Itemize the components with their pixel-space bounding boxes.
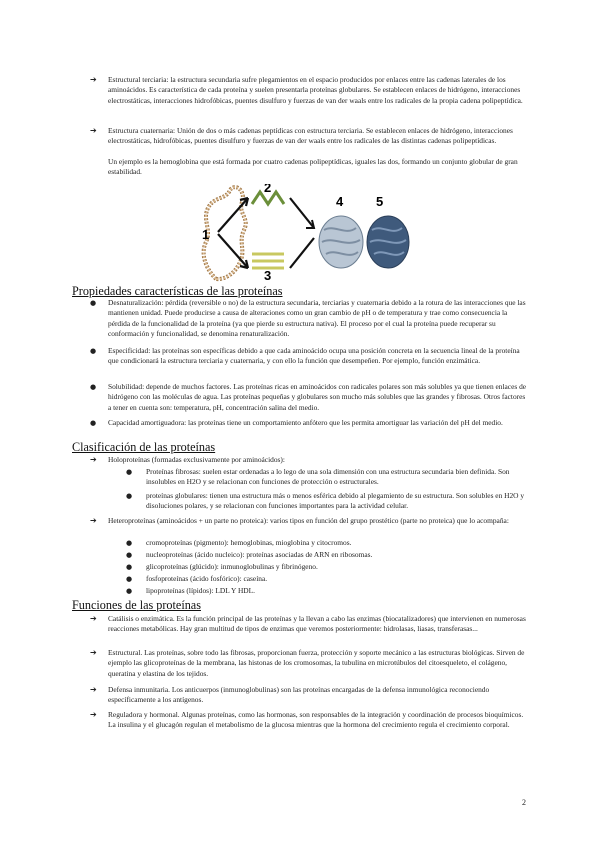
bullet-dot: ● (90, 419, 97, 427)
figure-label-3: 3 (264, 268, 272, 283)
funcion-estructural: Estructural. Las proteínas, sobre todo las fibrosas, proporcionan fuerza, protección y soporte mecánico a las estructuras biológicas. Sirven de ejemplo las glicoproteínas de la membrana, las histonas de los cromosomas, la tubulina en microtúbulos del citoesqueleto, el colágeno, queratina y elastina de los tejidos. (108, 648, 525, 678)
propiedad-solubilidad: Solubilidad: depende de muchos factores. Las proteínas ricas en aminoácidos con radicales polares son más solubles ya que tienen enlaces de hidrógeno con las moléculas de agua. Las proteínas pequeñas y globulares son mucho más solubles que las grandes y fibrosas. Otros factores a tener en cuenta son: temperatura, pH, concentración salina del medio. (108, 382, 527, 412)
figure-label-4: 4 (336, 194, 344, 209)
funcion-catalisis: Catálisis o enzimática. Es la función principal de las proteínas y la llevan a cabo las enzimas (biocatalizadores) que intervienen en numerosas reacciones metabólicas. Hay gran multitud de tipos de enzimas que veremos posteriormente: hidrolasas, liasas, transferasas... (108, 614, 526, 634)
arrow-bullet-icon: ➔ (90, 710, 97, 719)
protein-structure-figure (196, 184, 410, 284)
arrow-bullet-icon: ➔ (90, 455, 97, 464)
cuaternaria-paragraph: Estructura cuaternaria: Unión de dos o más cadenas peptídicas con estructura terciaria. Se establecen enlaces de hidrógeno, interacciones electrostáticas, hidrofóbicas, puentes disulfuro y fuerzas de van der waals entre los radicales de las distintas cadenas polipeptídicas. (108, 126, 513, 146)
funciones-heading: Funciones de las proteínas (72, 598, 201, 612)
propiedad-especificidad: Especificidad: las proteínas son específicas debido a que cada aminoácido ocupa una posición concreta en la secuencia lineal de la proteína que condicionará la estructura terciaria y cuaternaria, y con ello la función que desempeñen. Por ejemplo, función enzimática. (108, 346, 520, 366)
beta-sheet-shape (252, 254, 284, 268)
arrow-bullet-icon: ➔ (90, 648, 97, 657)
bullet-dot: ● (126, 492, 133, 500)
bullet-dot: ● (126, 551, 133, 559)
clasificacion-heading: Clasificación de las proteínas (72, 440, 216, 454)
primary-structure-chain (204, 187, 246, 279)
propiedades-heading: Propiedades características de las proteínas (72, 284, 283, 298)
holoproteinas-text: Holoproteínas (formadas exclusivamente por aminoácidos): (108, 455, 285, 464)
bullet-dot: ● (126, 468, 133, 476)
bullet-dot: ● (126, 563, 133, 571)
bullet-dot: ● (126, 575, 133, 583)
bullet-dot: ● (126, 587, 133, 595)
fosfoproteinas-text: fosfoproteínas (ácido fosfórico): caseína. (146, 574, 268, 583)
propiedad-amortiguadora: Capacidad amortiguadora: las proteínas tiene un comportamiento anfótero que les permita amortiguar las variación del pH del medio. (108, 418, 503, 427)
lipoproteinas-text: lipoproteínas (lípidos): LDL Y HDL. (146, 586, 255, 595)
cromoproteinas-text: cromoproteínas (pigmento): hemoglobinas, mioglobina y citocromos. (146, 538, 352, 547)
hemoglobina-example: Un ejemplo es la hemoglobina que está formada por cuatro cadenas polipeptídicas, iguales las dos, formando un conjunto globular de gran estabilidad. (108, 157, 518, 177)
funcion-defensa: Defensa inmunitaria. Los anticuerpos (inmunoglobulinas) son las proteínas encargadas de la defensa inmunológica reconociendo específicamente a los antígenos. (108, 685, 490, 705)
arrow-bullet-icon: ➔ (90, 126, 97, 135)
arrow-bullet-icon: ➔ (90, 516, 97, 525)
figure-label-1: 1 (202, 227, 210, 242)
proteinas-fibrosas-text: Proteínas fibrosas: suelen estar ordenadas a lo lego de una sola dimensión con una estructura secundaria bien definida. Son insolubles en H2O y se relacionan con funciones de protección o estructurales. (146, 467, 510, 487)
heteroproteinas-text: Heteroproteínas (aminoácidos + un parte no proteica): varios tipos en función del grupo prostético (parte no proteica) que lo acompaña: (108, 516, 509, 525)
funcion-reguladora: Reguladora y hormonal. Algunas proteínas, como las hormonas, son responsables de la integración y coordinación de procesos bioquímicos. La insulina y el glucagón regulan el metabolismo de la glucosa mientras que la hormona del crecimiento regula el crecimiento corporal. (108, 710, 524, 730)
arrow-bullet-icon: ➔ (90, 685, 97, 694)
glicoproteinas-text: glicoproteínas (glúcido): inmunoglobulinas y fibrinógeno. (146, 562, 318, 571)
figure-label-5: 5 (376, 194, 384, 209)
propiedad-desnaturalizacion: Desnaturalización: pérdida (reversible o no) de la estructura secundaria, terciarias y cuaternaria debido a la rotura de las interacciones que las mantienen unidad. Puede producirse a causa de alteraciones como un gran cambio de pH o de temperatura y trae como consecuencia la pérdida de la funcionalidad de la proteína (ya que pierde su estructura nativa). El proceso por el cual la proteína puede recuperar su conformación y funcionalidad, se denomina renaturalización. (108, 298, 526, 338)
arrow-bullet-icon: ➔ (90, 614, 97, 623)
page-number: 2 (522, 798, 526, 807)
proteinas-globulares-text: proteínas globulares: tienen una estructura más o menos esférica debido al plegamiento de su estructura. Son solubles en H2O y disoluciones polares, y se relacionan con funciones importantes para la actividad celular. (146, 491, 525, 511)
arrow-bullet-icon: ➔ (90, 75, 97, 84)
bullet-dot: ● (90, 383, 97, 391)
quaternary-structure-globule (367, 216, 409, 268)
bullet-dot: ● (90, 299, 97, 307)
figure-label-2: 2 (264, 184, 272, 195)
terciaria-paragraph: Estructural terciaria: la estructura secundaria sufre plegamientos en el espacio producidos por enlaces entre las cadenas laterales de los aminoácidos. Es característica de cada proteína y suelen presentarla proteínas globulares. Se establecen enlaces de hidrógeno, interacciones electrostáticas, interacciones hidrofóbicas, puentes disulfuro y fuerzas de van der waals entre los radicales de la propia cadena polipeptídica. (108, 75, 523, 105)
nucleoproteinas-text: nucleoproteínas (ácido nucleico): proteínas asociadas de ARN en ribosomas. (146, 550, 373, 559)
tertiary-structure-globule (319, 216, 363, 268)
arrows (218, 198, 314, 268)
bullet-dot: ● (126, 539, 133, 547)
bullet-dot: ● (90, 347, 97, 355)
